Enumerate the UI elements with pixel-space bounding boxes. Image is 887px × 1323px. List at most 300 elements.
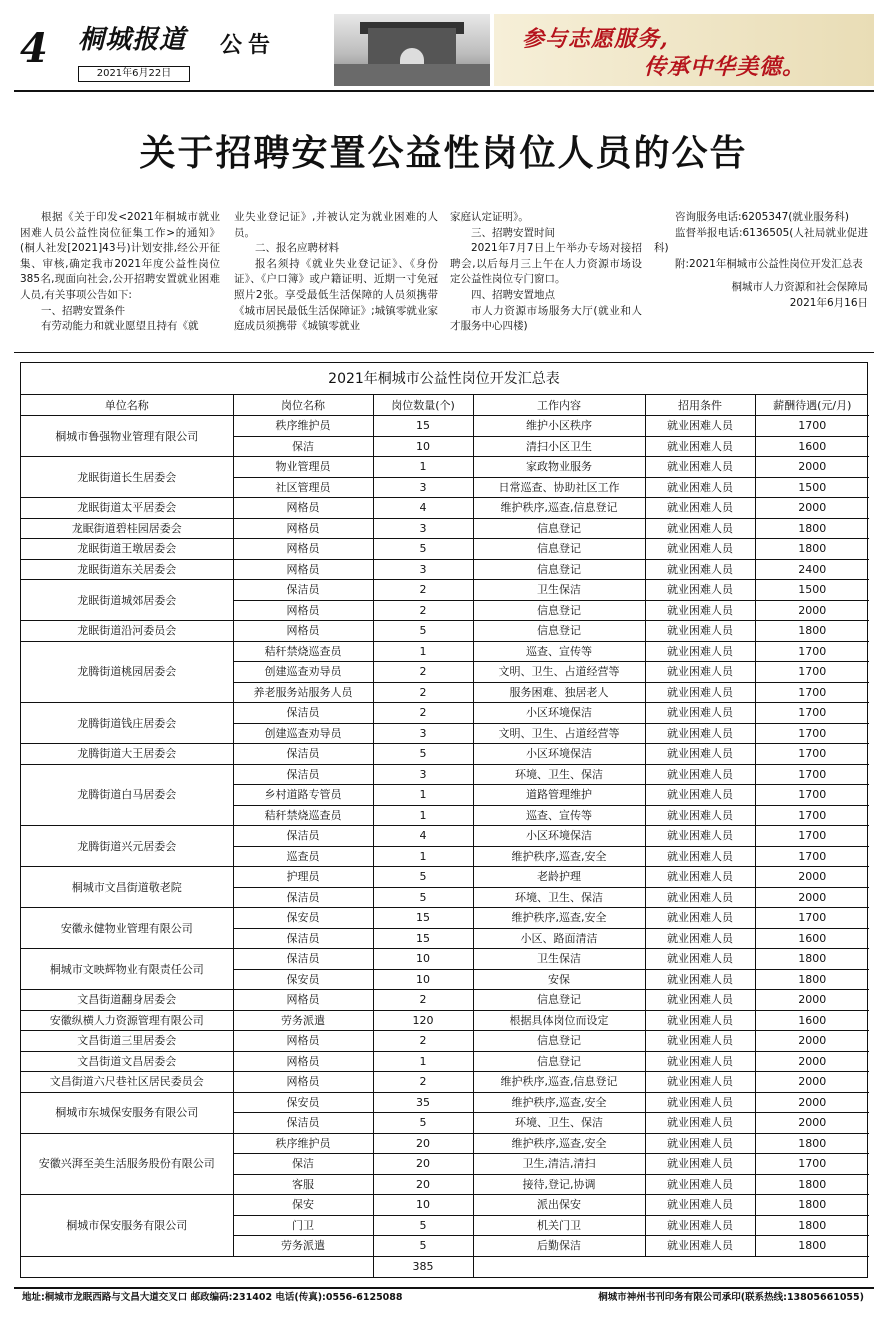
hiring-condition-cell: 就业困难人员 xyxy=(645,928,755,949)
salary-cell: 2000 xyxy=(755,1113,869,1134)
post-count-cell: 2 xyxy=(373,703,473,724)
post-count-cell: 15 xyxy=(373,416,473,437)
post-name-cell: 网格员 xyxy=(233,1072,373,1093)
hiring-condition-cell: 就业困难人员 xyxy=(645,867,755,888)
work-content-cell: 卫生保洁 xyxy=(473,580,645,601)
post-count-cell: 20 xyxy=(373,1133,473,1154)
post-count-cell: 2 xyxy=(373,1031,473,1052)
hiring-condition-cell: 就业困难人员 xyxy=(645,887,755,908)
article-column-2 xyxy=(234,210,438,335)
table-row xyxy=(21,867,869,888)
salary-cell: 1700 xyxy=(755,1154,869,1175)
header-cell: 招用条件 xyxy=(645,395,755,416)
hiring-condition-cell: 就业困难人员 xyxy=(645,1236,755,1257)
work-content-cell: 环境、卫生、保洁 xyxy=(473,887,645,908)
post-count-cell: 2 xyxy=(373,682,473,703)
post-count-cell: 10 xyxy=(373,436,473,457)
post-count-cell: 1 xyxy=(373,805,473,826)
hiring-condition-cell: 就业困难人员 xyxy=(645,1133,755,1154)
post-name-cell: 护理员 xyxy=(233,867,373,888)
table-row xyxy=(21,1051,869,1072)
salary-cell: 1700 xyxy=(755,703,869,724)
hiring-condition-cell: 就业困难人员 xyxy=(645,682,755,703)
hiring-condition-cell: 就业困难人员 xyxy=(645,1051,755,1072)
work-content-cell: 后勤保洁 xyxy=(473,1236,645,1257)
unit-name-cell: 龙眠街道太平居委会 xyxy=(21,498,233,519)
table-row xyxy=(21,559,869,580)
hiring-condition-cell: 就业困难人员 xyxy=(645,1195,755,1216)
post-name-cell: 门卫 xyxy=(233,1215,373,1236)
post-name-cell: 乡村道路专管员 xyxy=(233,785,373,806)
salary-cell: 1800 xyxy=(755,1174,869,1195)
work-content-cell: 信息登记 xyxy=(473,621,645,642)
post-count-cell: 3 xyxy=(373,518,473,539)
work-content-cell: 服务困难、独居老人 xyxy=(473,682,645,703)
post-count-cell: 5 xyxy=(373,621,473,642)
post-count-cell: 20 xyxy=(373,1174,473,1195)
work-content-cell: 维护秩序,巡查,安全 xyxy=(473,1092,645,1113)
work-content-cell: 信息登记 xyxy=(473,600,645,621)
unit-name-cell: 文昌街道文昌居委会 xyxy=(21,1051,233,1072)
hiring-condition-cell: 就业困难人员 xyxy=(645,600,755,621)
attachment-note: 附:2021年桐城市公益性岗位开发汇总表 xyxy=(675,257,863,270)
post-name-cell: 客服 xyxy=(233,1174,373,1195)
unit-name-cell: 安徽永健物业管理有限公司 xyxy=(21,908,233,949)
footer-rule xyxy=(14,1287,874,1289)
work-content-cell: 小区环境保洁 xyxy=(473,703,645,724)
table-row xyxy=(21,1133,869,1154)
hiring-condition-cell: 就业困难人员 xyxy=(645,580,755,601)
issue-date: 2021年6月22日 xyxy=(78,66,190,82)
salary-cell: 2000 xyxy=(755,600,869,621)
post-count-cell: 2 xyxy=(373,990,473,1011)
unit-name-cell: 龙腾街道兴元居委会 xyxy=(21,826,233,867)
total-empty-cell xyxy=(473,1256,869,1277)
article-subheading: 三、招聘安置时间 xyxy=(471,226,555,239)
unit-name-cell: 桐城市鲁强物业管理有限公司 xyxy=(21,416,233,457)
work-content-cell: 清扫小区卫生 xyxy=(473,436,645,457)
work-content-cell: 派出保安 xyxy=(473,1195,645,1216)
hiring-condition-cell: 就业困难人员 xyxy=(645,826,755,847)
hiring-condition-cell: 就业困难人员 xyxy=(645,908,755,929)
work-content-cell: 环境、卫生、保洁 xyxy=(473,1113,645,1134)
post-count-cell: 20 xyxy=(373,1154,473,1175)
post-count-cell: 35 xyxy=(373,1092,473,1113)
unit-name-cell: 桐城市文映辉物业有限责任公司 xyxy=(21,949,233,990)
jobs-summary-table xyxy=(20,362,868,1278)
work-content-cell: 信息登记 xyxy=(473,1031,645,1052)
unit-name-cell: 桐城市保安服务有限公司 xyxy=(21,1195,233,1257)
article-paragraph: 家庭认定证明》。 xyxy=(450,211,529,223)
post-name-cell: 保洁员 xyxy=(233,744,373,765)
work-content-cell: 小区、路面清洁 xyxy=(473,928,645,949)
hiring-condition-cell: 就业困难人员 xyxy=(645,805,755,826)
work-content-cell: 文明、卫生、占道经营等 xyxy=(473,662,645,683)
header-cell: 岗位数量(个) xyxy=(373,395,473,416)
salary-cell: 1600 xyxy=(755,436,869,457)
post-name-cell: 网格员 xyxy=(233,990,373,1011)
unit-name-cell: 安徽纵横人力资源管理有限公司 xyxy=(21,1010,233,1031)
table-row xyxy=(21,457,869,478)
work-content-cell: 信息登记 xyxy=(473,1051,645,1072)
post-count-cell: 1 xyxy=(373,457,473,478)
post-name-cell: 网格员 xyxy=(233,600,373,621)
post-name-cell: 网格员 xyxy=(233,518,373,539)
unit-name-cell: 文昌街道三里居委会 xyxy=(21,1031,233,1052)
post-count-cell: 3 xyxy=(373,764,473,785)
post-name-cell: 保安员 xyxy=(233,969,373,990)
post-name-cell: 网格员 xyxy=(233,1031,373,1052)
post-name-cell: 保洁员 xyxy=(233,826,373,847)
table-row xyxy=(21,539,869,560)
salary-cell: 1700 xyxy=(755,416,869,437)
work-content-cell: 信息登记 xyxy=(473,518,645,539)
salary-cell: 2000 xyxy=(755,457,869,478)
table-row xyxy=(21,1072,869,1093)
hiring-condition-cell: 就业困难人员 xyxy=(645,1010,755,1031)
post-count-cell: 5 xyxy=(373,1113,473,1134)
table-row xyxy=(21,621,869,642)
table-caption: 2021年桐城市公益性岗位开发汇总表 xyxy=(21,363,867,395)
page-number: 4 xyxy=(20,25,48,72)
unit-name-cell: 龙腾街道白马居委会 xyxy=(21,764,233,826)
hiring-condition-cell: 就业困难人员 xyxy=(645,1113,755,1134)
hiring-condition-cell: 就业困难人员 xyxy=(645,723,755,744)
post-count-cell: 1 xyxy=(373,1051,473,1072)
article-column-4 xyxy=(654,210,868,312)
post-name-cell: 秸秆禁烧巡查员 xyxy=(233,641,373,662)
unit-name-cell: 安徽兴湃至美生活服务股份有限公司 xyxy=(21,1133,233,1195)
unit-name-cell: 龙眠街道城郊居委会 xyxy=(21,580,233,621)
post-count-cell: 5 xyxy=(373,744,473,765)
post-count-cell: 1 xyxy=(373,785,473,806)
work-content-cell: 卫生保洁 xyxy=(473,949,645,970)
unit-name-cell: 龙腾街道钱庄居委会 xyxy=(21,703,233,744)
salary-cell: 1700 xyxy=(755,723,869,744)
unit-name-cell: 龙眠街道沿河委员会 xyxy=(21,621,233,642)
table-row xyxy=(21,1031,869,1052)
salary-cell: 1800 xyxy=(755,969,869,990)
post-count-cell: 3 xyxy=(373,559,473,580)
hiring-condition-cell: 就业困难人员 xyxy=(645,990,755,1011)
slogan-banner xyxy=(494,14,874,86)
post-name-cell: 保洁员 xyxy=(233,1113,373,1134)
work-content-cell: 巡查、宣传等 xyxy=(473,805,645,826)
post-name-cell: 秸秆禁烧巡查员 xyxy=(233,805,373,826)
hiring-condition-cell: 就业困难人员 xyxy=(645,641,755,662)
table-row xyxy=(21,416,869,437)
report-phone: 监督举报电话:6136505(人社局就业促进科) xyxy=(654,226,868,255)
salary-cell: 1700 xyxy=(755,682,869,703)
work-content-cell: 老龄护理 xyxy=(473,867,645,888)
article-column-3 xyxy=(450,210,642,335)
total-count-cell: 385 xyxy=(373,1256,473,1277)
table-header-row xyxy=(21,395,869,416)
salary-cell: 1700 xyxy=(755,805,869,826)
post-count-cell: 5 xyxy=(373,1236,473,1257)
unit-name-cell: 文昌街道翻身居委会 xyxy=(21,990,233,1011)
salary-cell: 1700 xyxy=(755,764,869,785)
hiring-condition-cell: 就业困难人员 xyxy=(645,1174,755,1195)
signature: 桐城市人力资源和社会保障局 xyxy=(731,281,868,294)
salary-cell: 2000 xyxy=(755,1072,869,1093)
unit-name-cell: 龙眠街道碧桂园居委会 xyxy=(21,518,233,539)
salary-cell: 1500 xyxy=(755,580,869,601)
header-cell: 工作内容 xyxy=(473,395,645,416)
post-count-cell: 5 xyxy=(373,539,473,560)
hiring-condition-cell: 就业困难人员 xyxy=(645,1072,755,1093)
hiring-condition-cell: 就业困难人员 xyxy=(645,785,755,806)
post-name-cell: 劳务派遣 xyxy=(233,1010,373,1031)
post-name-cell: 保安员 xyxy=(233,908,373,929)
table-row xyxy=(21,641,869,662)
work-content-cell: 道路管理维护 xyxy=(473,785,645,806)
hiring-condition-cell: 就业困难人员 xyxy=(645,1154,755,1175)
hiring-condition-cell: 就业困难人员 xyxy=(645,539,755,560)
unit-name-cell: 龙腾街道桃园居委会 xyxy=(21,641,233,703)
salary-cell: 1800 xyxy=(755,539,869,560)
post-count-cell: 5 xyxy=(373,887,473,908)
post-count-cell: 2 xyxy=(373,662,473,683)
article-paragraph: 业失业登记证》,并被认定为就业困难的人员。 xyxy=(234,211,438,239)
post-count-cell: 10 xyxy=(373,969,473,990)
post-count-cell: 1 xyxy=(373,641,473,662)
post-name-cell: 保洁 xyxy=(233,1154,373,1175)
salary-cell: 2400 xyxy=(755,559,869,580)
hiring-condition-cell: 就业困难人员 xyxy=(645,621,755,642)
unit-name-cell: 龙眠街道长生居委会 xyxy=(21,457,233,498)
table-row xyxy=(21,498,869,519)
post-name-cell: 秩序维护员 xyxy=(233,416,373,437)
post-count-cell: 15 xyxy=(373,908,473,929)
newspaper-logo: 桐城报道 xyxy=(78,25,187,55)
post-count-cell: 3 xyxy=(373,723,473,744)
post-name-cell: 网格员 xyxy=(233,1051,373,1072)
work-content-cell: 信息登记 xyxy=(473,539,645,560)
salary-cell: 1700 xyxy=(755,908,869,929)
table-row xyxy=(21,908,869,929)
work-content-cell: 根据具体岗位而设定 xyxy=(473,1010,645,1031)
salary-cell: 1600 xyxy=(755,928,869,949)
unit-name-cell: 桐城市东城保安服务有限公司 xyxy=(21,1092,233,1133)
salary-cell: 1800 xyxy=(755,949,869,970)
post-name-cell: 保洁员 xyxy=(233,580,373,601)
hiring-condition-cell: 就业困难人员 xyxy=(645,662,755,683)
article-paragraph: 根据《关于印发<2021年桐城市就业困难人员公益性岗位征集工作>的通知》(桐人社发[2021]43号)计划安排,经公开征集、审核,确定我市2021年度公益性岗位385名,现面向社会,公开招聘安置就业困难人员,有关事项公告如下: xyxy=(20,211,220,301)
post-name-cell: 创建巡查劝导员 xyxy=(233,662,373,683)
post-count-cell: 10 xyxy=(373,949,473,970)
salary-cell: 1700 xyxy=(755,785,869,806)
hiring-condition-cell: 就业困难人员 xyxy=(645,498,755,519)
post-count-cell: 2 xyxy=(373,600,473,621)
city-gate-photo xyxy=(334,14,490,86)
hiring-condition-cell: 就业困难人员 xyxy=(645,436,755,457)
post-name-cell: 秩序维护员 xyxy=(233,1133,373,1154)
article-subheading: 一、招聘安置条件 xyxy=(41,304,125,317)
table-row xyxy=(21,826,869,847)
post-name-cell: 保洁 xyxy=(233,436,373,457)
post-name-cell: 保安 xyxy=(233,1195,373,1216)
salary-cell: 2000 xyxy=(755,1092,869,1113)
footer-address: 地址:桐城市龙眠西路与文昌大道交叉口 邮政编码:231402 电话(传真):0556-6125088 xyxy=(22,1292,403,1303)
post-name-cell: 巡查员 xyxy=(233,846,373,867)
salary-cell: 1700 xyxy=(755,662,869,683)
salary-cell: 2000 xyxy=(755,498,869,519)
work-content-cell: 维护秩序,巡查,安全 xyxy=(473,908,645,929)
salary-cell: 1700 xyxy=(755,641,869,662)
article-paragraph: 2021年7月7日上午举办专场对接招聘会,以后每月三上午在人力资源市场设定公益性岗位专门窗口。 xyxy=(450,242,642,286)
work-content-cell: 安保 xyxy=(473,969,645,990)
unit-name-cell: 文昌街道六尺巷社区居民委员会 xyxy=(21,1072,233,1093)
table-row xyxy=(21,1092,869,1113)
article-paragraph: 市人力资源市场服务大厅(就业和人才服务中心四楼) xyxy=(450,304,642,333)
work-content-cell: 巡查、宣传等 xyxy=(473,641,645,662)
post-name-cell: 保洁员 xyxy=(233,949,373,970)
hiring-condition-cell: 就业困难人员 xyxy=(645,559,755,580)
post-count-cell: 15 xyxy=(373,928,473,949)
salary-cell: 2000 xyxy=(755,867,869,888)
post-count-cell: 5 xyxy=(373,867,473,888)
post-name-cell: 物业管理员 xyxy=(233,457,373,478)
table-row xyxy=(21,764,869,785)
hiring-condition-cell: 就业困难人员 xyxy=(645,969,755,990)
work-content-cell: 文明、卫生、占道经营等 xyxy=(473,723,645,744)
section-title: 公告 xyxy=(219,33,276,58)
article-subheading: 四、招聘安置地点 xyxy=(471,288,555,301)
table-row xyxy=(21,1195,869,1216)
hiring-condition-cell: 就业困难人员 xyxy=(645,949,755,970)
post-name-cell: 网格员 xyxy=(233,621,373,642)
header-cell: 薪酬待遇(元/月) xyxy=(755,395,869,416)
hiring-condition-cell: 就业困难人员 xyxy=(645,846,755,867)
work-content-cell: 维护秩序,巡查,信息登记 xyxy=(473,1072,645,1093)
post-name-cell: 保洁员 xyxy=(233,703,373,724)
salary-cell: 1800 xyxy=(755,1195,869,1216)
hiring-condition-cell: 就业困难人员 xyxy=(645,1092,755,1113)
post-count-cell: 120 xyxy=(373,1010,473,1031)
hiring-condition-cell: 就业困难人员 xyxy=(645,477,755,498)
slogan-line-2: 传承中华美德。 xyxy=(644,54,806,80)
article-column-1 xyxy=(20,210,220,335)
work-content-cell: 维护秩序,巡查,安全 xyxy=(473,846,645,867)
post-name-cell: 创建巡查劝导员 xyxy=(233,723,373,744)
article-paragraph: 有劳动能力和就业愿望且持有《就 xyxy=(41,320,199,333)
work-content-cell: 小区环境保洁 xyxy=(473,744,645,765)
post-count-cell: 1 xyxy=(373,846,473,867)
post-name-cell: 保洁员 xyxy=(233,764,373,785)
table-row xyxy=(21,518,869,539)
post-name-cell: 保洁员 xyxy=(233,887,373,908)
article-subheading: 二、报名应聘材料 xyxy=(255,242,339,255)
work-content-cell: 信息登记 xyxy=(473,990,645,1011)
article-paragraph: 报名须持《就业失业登记证》、《身份证》、《户口簿》或户籍证明、近期一寸免冠照片2张。享受最低生活保障的人员须携带《城市居民最低生活保障证》;城镇零就业家庭成员须携带《城镇零就业 xyxy=(234,257,438,333)
work-content-cell: 家政物业服务 xyxy=(473,457,645,478)
work-content-cell: 小区环境保洁 xyxy=(473,826,645,847)
table-row xyxy=(21,990,869,1011)
work-content-cell: 维护秩序,巡查,信息登记 xyxy=(473,498,645,519)
table-row xyxy=(21,1010,869,1031)
salary-cell: 2000 xyxy=(755,990,869,1011)
post-count-cell: 3 xyxy=(373,477,473,498)
unit-name-cell: 桐城市文昌街道敬老院 xyxy=(21,867,233,908)
post-name-cell: 网格员 xyxy=(233,559,373,580)
post-count-cell: 10 xyxy=(373,1195,473,1216)
masthead-rule xyxy=(14,90,874,92)
salary-cell: 1700 xyxy=(755,846,869,867)
footer-printer: 桐城市神州书刊印务有限公司承印(联系热线:13805661055) xyxy=(598,1292,864,1303)
work-content-cell: 信息登记 xyxy=(473,559,645,580)
post-count-cell: 5 xyxy=(373,1215,473,1236)
city-wall-shape xyxy=(334,64,490,86)
post-count-cell: 4 xyxy=(373,826,473,847)
article-rule xyxy=(14,352,874,353)
work-content-cell: 维护秩序,巡查,安全 xyxy=(473,1133,645,1154)
headline: 关于招聘安置公益性岗位人员的公告 xyxy=(139,133,748,174)
work-content-cell: 接待,登记,协调 xyxy=(473,1174,645,1195)
post-count-cell: 4 xyxy=(373,498,473,519)
post-name-cell: 网格员 xyxy=(233,539,373,560)
post-count-cell: 2 xyxy=(373,580,473,601)
salary-cell: 1800 xyxy=(755,621,869,642)
work-content-cell: 日常巡查、协助社区工作 xyxy=(473,477,645,498)
header-cell: 岗位名称 xyxy=(233,395,373,416)
post-count-cell: 2 xyxy=(373,1072,473,1093)
salary-cell: 1500 xyxy=(755,477,869,498)
unit-name-cell: 龙腾街道大王居委会 xyxy=(21,744,233,765)
hiring-condition-cell: 就业困难人员 xyxy=(645,744,755,765)
salary-cell: 1800 xyxy=(755,1133,869,1154)
salary-cell: 1800 xyxy=(755,518,869,539)
work-content-cell: 卫生,清洁,清扫 xyxy=(473,1154,645,1175)
salary-cell: 2000 xyxy=(755,1051,869,1072)
hiring-condition-cell: 就业困难人员 xyxy=(645,416,755,437)
hiring-condition-cell: 就业困难人员 xyxy=(645,1215,755,1236)
work-content-cell: 维护小区秩序 xyxy=(473,416,645,437)
post-name-cell: 保洁员 xyxy=(233,928,373,949)
salary-cell: 1800 xyxy=(755,1215,869,1236)
masthead xyxy=(14,14,874,86)
total-empty-cell xyxy=(21,1256,373,1277)
table-total-row xyxy=(21,1256,869,1277)
table-row xyxy=(21,580,869,601)
slogan-line-1: 参与志愿服务, xyxy=(522,26,669,52)
hiring-condition-cell: 就业困难人员 xyxy=(645,703,755,724)
table-row xyxy=(21,949,869,970)
salary-cell: 2000 xyxy=(755,887,869,908)
sign-date: 2021年6月16日 xyxy=(789,296,868,309)
post-name-cell: 劳务派遣 xyxy=(233,1236,373,1257)
post-name-cell: 保安员 xyxy=(233,1092,373,1113)
post-name-cell: 社区管理员 xyxy=(233,477,373,498)
salary-cell: 1700 xyxy=(755,826,869,847)
salary-cell: 2000 xyxy=(755,1031,869,1052)
work-content-cell: 机关门卫 xyxy=(473,1215,645,1236)
unit-name-cell: 龙眠街道东关居委会 xyxy=(21,559,233,580)
salary-cell: 1800 xyxy=(755,1236,869,1257)
table-row xyxy=(21,744,869,765)
contact-phone: 咨询服务电话:6205347(就业服务科) xyxy=(675,211,849,223)
post-name-cell: 网格员 xyxy=(233,498,373,519)
header-cell: 单位名称 xyxy=(21,395,233,416)
work-content-cell: 环境、卫生、保洁 xyxy=(473,764,645,785)
salary-cell: 1700 xyxy=(755,744,869,765)
hiring-condition-cell: 就业困难人员 xyxy=(645,1031,755,1052)
hiring-condition-cell: 就业困难人员 xyxy=(645,518,755,539)
table-row xyxy=(21,703,869,724)
unit-name-cell: 龙眠街道王墩居委会 xyxy=(21,539,233,560)
hiring-condition-cell: 就业困难人员 xyxy=(645,764,755,785)
hiring-condition-cell: 就业困难人员 xyxy=(645,457,755,478)
